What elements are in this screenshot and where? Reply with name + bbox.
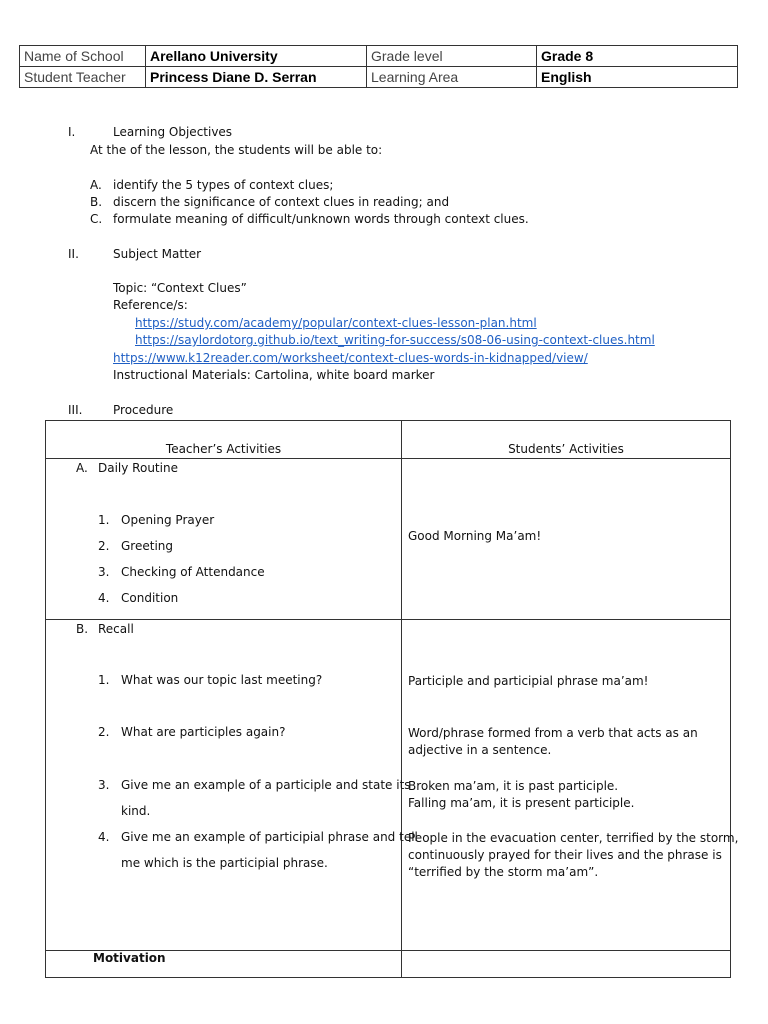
student-response: Broken ma’am, it is past participle.: [408, 779, 619, 793]
topic-line: Topic: “Context Clues”: [113, 281, 247, 295]
materials-line: Instructional Materials: Cartolina, white board marker: [113, 368, 435, 382]
recall-question: What was our topic last meeting?: [121, 673, 323, 687]
list-number: 1.: [98, 513, 110, 527]
recall-question: What are participles again?: [121, 725, 286, 739]
student-teacher-label: Student Teacher: [20, 67, 146, 88]
learning-area-value: English: [537, 67, 738, 88]
student-response: continuously prayed for their lives and the phrase is: [408, 848, 722, 862]
student-response: adjective in a sentence.: [408, 743, 552, 757]
list-number: 4.: [98, 830, 110, 844]
objective-item: formulate meaning of difficult/unknown words through context clues.: [113, 212, 529, 226]
student-response: Participle and participial phrase ma’am!: [408, 674, 649, 688]
list-item: Checking of Attendance: [121, 565, 265, 579]
objective-letter: B.: [90, 195, 103, 209]
procedure-table: [45, 420, 739, 978]
list-number: 4.: [98, 591, 110, 605]
reference-link[interactable]: https://saylordotorg.github.io/text_writing-for-success/s08-06-using-context-clues.html: [135, 333, 655, 347]
objective-item: discern the significance of context clues in reading; and: [113, 195, 450, 209]
daily-routine-student-cell: [402, 459, 731, 620]
school-label: Name of School: [20, 46, 146, 67]
objective-letter: A.: [90, 178, 102, 192]
student-response: Falling ma’am, it is present participle.: [408, 796, 635, 810]
objective-item: identify the 5 types of context clues;: [113, 178, 334, 192]
table-header-row: [46, 421, 731, 459]
student-response: Word/phrase formed from a verb that acts as an: [408, 726, 698, 740]
list-number: 1.: [98, 673, 110, 687]
table-row: [46, 951, 731, 978]
recall-question-cont: kind.: [121, 804, 151, 818]
motivation-heading: Motivation: [93, 951, 166, 965]
student-response: “terrified by the storm ma’am”.: [408, 865, 599, 879]
learning-area-label: Learning Area: [367, 67, 537, 88]
header-info-table: [19, 45, 738, 88]
header-row: [20, 46, 738, 67]
subject-numeral: II.: [68, 247, 79, 261]
table-row: [46, 620, 731, 951]
daily-routine-letter: A.: [76, 461, 88, 475]
school-value: Arellano University: [146, 46, 367, 67]
objective-letter: C.: [90, 212, 103, 226]
list-number: 2.: [98, 539, 110, 553]
daily-routine-heading: Daily Routine: [98, 461, 178, 475]
recall-question-cont: me which is the participial phrase.: [121, 856, 328, 870]
recall-letter: B.: [76, 622, 89, 636]
procedure-numeral: III.: [68, 403, 83, 417]
daily-routine-teacher-cell: [46, 459, 402, 620]
motivation-teacher-cell: [46, 951, 402, 978]
recall-question: Give me an example of a participle and state its: [121, 778, 411, 792]
recall-question: Give me an example of participial phrase and tell: [121, 830, 418, 844]
student-response: People in the evacuation center, terrified by the storm,: [408, 831, 739, 845]
objectives-intro: At the of the lesson, the students will be able to:: [90, 143, 383, 157]
objectives-numeral: I.: [68, 125, 76, 139]
recall-student-cell: [402, 620, 739, 951]
grade-level-value: Grade 8: [537, 46, 738, 67]
grade-level-label: Grade level: [367, 46, 537, 67]
references-label: Reference/s:: [113, 298, 188, 312]
list-item: Greeting: [121, 539, 173, 553]
student-teacher-value: Princess Diane D. Serran: [146, 67, 367, 88]
list-number: 2.: [98, 725, 110, 739]
motivation-student-cell: [402, 951, 731, 978]
list-item: Condition: [121, 591, 179, 605]
objectives-title: Learning Objectives: [113, 125, 233, 139]
students-activities-header: Students’ Activities: [402, 421, 731, 459]
header-row: [20, 67, 738, 88]
list-number: 3.: [98, 565, 110, 579]
list-number: 3.: [98, 778, 110, 792]
reference-link[interactable]: https://study.com/academy/popular/context-clues-lesson-plan.html: [135, 316, 537, 330]
subject-title: Subject Matter: [113, 247, 202, 261]
procedure-title: Procedure: [113, 403, 174, 417]
recall-heading: Recall: [98, 622, 134, 636]
recall-teacher-cell: [46, 620, 418, 951]
table-row: [46, 459, 731, 620]
reference-link[interactable]: https://www.k12reader.com/worksheet/context-clues-words-in-kidnapped/view/: [113, 351, 588, 365]
list-item: Opening Prayer: [121, 513, 215, 527]
student-response: Good Morning Ma’am!: [408, 529, 542, 543]
teacher-activities-header: Teacher’s Activities: [46, 421, 402, 459]
